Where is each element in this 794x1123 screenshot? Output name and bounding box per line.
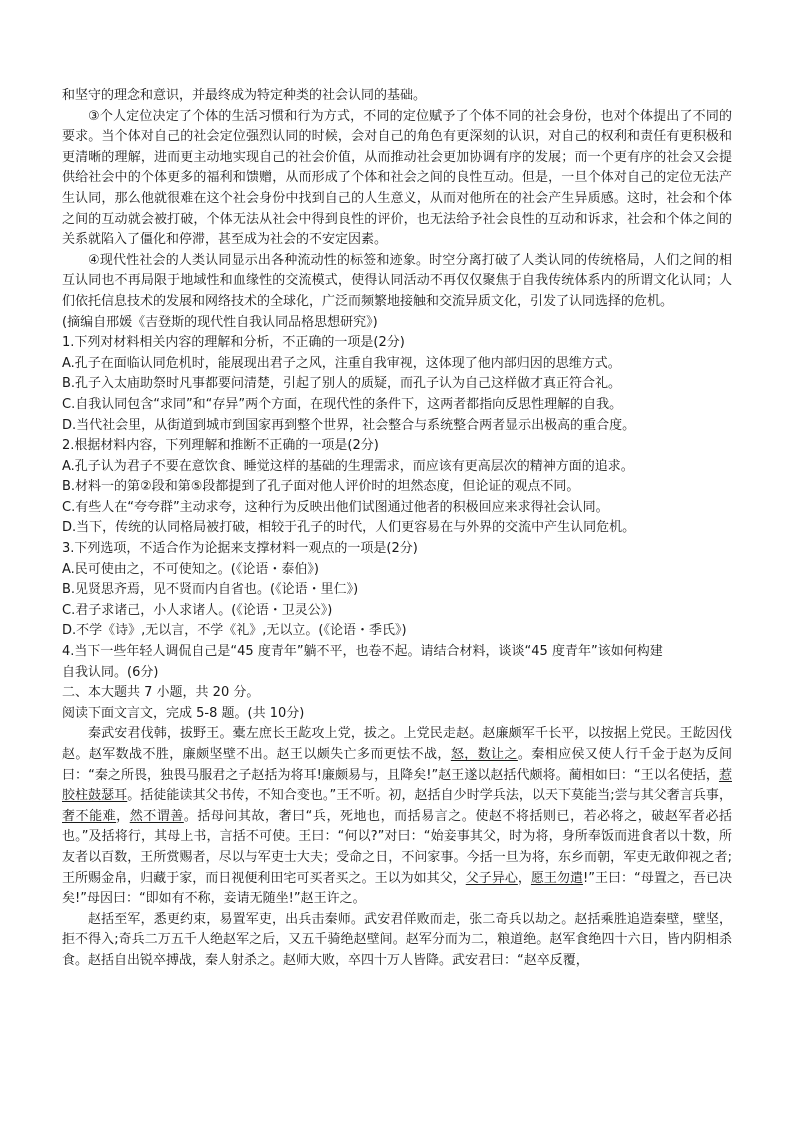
question-3-option-c: C.君子求诸己，小人求诸人。(《论语・卫灵公》) bbox=[62, 602, 333, 618]
section-2-heading: 二、本大题共 7 小题，共 20 分。 bbox=[62, 685, 260, 701]
underlined-phrase-6: 愿王勿遣 bbox=[530, 870, 584, 886]
classical-paragraph-2: 赵括至军，悉更约束，易置军吏，出兵击秦师。武安君佯败而走，张二奇兵以劫之。赵括乘胜追造秦壁，壁坚，拒不得入;奇兵二万五千人绝赵军之后，又五千骑绝赵壁间。赵军分而为二，粮道绝。赵军食绝四十六日，皆内阴相杀食。赵括自出锐卒搏战，秦人射杀之。赵师大败，卒四十万人皆降。武安君曰：“赵卒反覆， bbox=[62, 911, 732, 968]
question-2-option-b: B.材料一的第②段和第⑤段都提到了孔子面对他人评价时的坦然态度，但论证的观点不同。 bbox=[62, 479, 580, 495]
passage-source: (摘编自邢媛《吉登斯的现代性自我认同品格思想研究》) bbox=[62, 314, 378, 330]
underlined-phrase-5: 父子异心 bbox=[465, 870, 518, 886]
question-3-option-b: B.见贤思齐焉，见不贤而内自省也。(《论语・里仁》) bbox=[62, 582, 359, 598]
underlined-phrase-1: 怒，数让之 bbox=[450, 747, 518, 762]
passage-paragraph-2-tail: 和坚守的理念和意识，并最终成为特定种类的社会认同的基础。 bbox=[62, 88, 427, 103]
passage-paragraph-3: ③个人定位决定了个体的生活习惯和行为方式，不同的定位赋予了个体不同的社会身份，也对个体提出了不同的要求。当个体对自己的社会定位强烈认同的时候，会对自己的角色有更深刻的认识，对自己的权利和责任有更积极和更清晰的理解，进而更主动地实现自己的社会价值，从而推动社会更加协调有序的发展；而一个更有序的社会又会提供给社会中的个体更多的福利和馈赠，从而形成了个体和社会之间的良性互动。但是，一旦个体对自己的定位无法产生认同，那么他就很难在这个社会身份中找到自己的人生意义，从而对他所在的社会产生异质感。这时，社会和个体之间的互动就会被打破，个体无法从社会中得到良性的评价，也无法给予社会良性的互动和诉求，社会和个体之间的关系就陷入了僵化和停滞，甚至成为社会的不安定因素。 bbox=[62, 108, 732, 248]
question-4-stem: 4.当下一些年轻人调侃自己是“45 度青年”躺不平，也卷不起。请结合材料，谈谈“45 度青年”该如何构建 bbox=[62, 644, 663, 660]
question-1-stem: 1.下列对材料相关内容的理解和分析，不正确的一项是(2分) bbox=[62, 335, 405, 351]
question-2-option-a: A.孔子认为君子不要在意饮食、睡觉这样的基础的生理需求，而应该有更高层次的精神方面的追求。 bbox=[62, 458, 634, 474]
underlined-phrase-3: 奢不能难 bbox=[62, 808, 117, 824]
question-2-stem: 2.根据材料内容，下列理解和推断不正确的一项是(2分) bbox=[62, 438, 379, 454]
question-1-option-a: A.孔子在面临认同危机时，能展现出君子之风，注重自我审视，这体现了他内部归因的思维方式。 bbox=[62, 355, 621, 371]
question-1-option-d: D.当代社会里，从街道到城市到国家再到整个世界，社会整合与系统整合两者显示出极高的重合度。 bbox=[62, 417, 636, 433]
section-2-instruction: 阅读下面文言文，完成 5-8 题。(共 10分) bbox=[62, 705, 305, 721]
question-1-option-b: B.孔子入太庙助祭时凡事都要问清楚，引起了别人的质疑，而孔子认为自己这样做才真正符合礼。 bbox=[62, 376, 622, 392]
passage-paragraph-4: ④现代性社会的人类认同显示出各种流动性的标签和迹象。时空分离打破了人类认同的传统格局，人们之间的相互认同也不再局限于地域性和血缘性的交流模式，使得认同活动不再仅仅聚焦于自我传统体系内的所谓文化认同；人们依托信息技术的发展和网络技术的全球化，广泛而频繁地接触和交流异质文化，引发了认同选择的危机。 bbox=[62, 252, 732, 309]
question-3-option-d: D.不学《诗》,无以言，不学《礼》,无以立。(《论语・季氏》) bbox=[62, 623, 407, 639]
question-4-stem-continued: 自我认同。(6分) bbox=[62, 664, 159, 680]
question-2-option-c: C.有些人在“夸夸群”主动求夸，这种行为反映出他们试图通过他者的积极回应来求得社会认同。 bbox=[62, 499, 609, 515]
question-2-option-d: D.当下，传统的认同格局被打破，相较于孔子的时代，人们更容易在与外界的交流中产生认同危机。 bbox=[62, 520, 636, 536]
question-1-option-c: C.自我认同包含“求同”和“存异”两个方面，在现代性的条件下，这两者都指向反思性理解的自我。 bbox=[62, 396, 623, 412]
question-3-option-a: A.民可使由之，不可使知之。(《论语・泰伯》) bbox=[62, 561, 319, 577]
question-3-stem: 3.下列选项，不适合作为论据来支撑材料一观点的一项是(2分) bbox=[62, 541, 418, 557]
classical-paragraph-1: 秦武安君伐韩，拔野王。橐左庶长王龁攻上党，拔之。上党民走赵。赵廉颇军千长平，以按据上党民。王龁因伐赵。赵军数战不胜，廉颇坚壁不出。赵王以颇失亡多而更怯不战，怒，数让之。秦相应侯又使人行千金于赵为反间 曰：“秦之所畏，独畏马服君之子赵括为将耳!廉颇易与，且降矣!”赵王遂以赵括代颇将。蔺相如曰：“王以名使括，惹胶柱鼓瑟耳。括徒能读其父书传，不知合变也。”王不听。初，赵括自少时学兵法，以天下莫能当;尝与其父奢言兵事，奢不能难，然不谓善。括母问其故，奢曰“兵，死地也，而括易言之。使赵不将括则已，若必将之，破赵军者必括也。”及括将行，其母上书，言括不可使。王曰：“何以?”对曰：“始妾事其父，时为将，身所奉饭而进食者以十数，所友者以百数，王所赏赐者，尽以与军吏士大夫；受命之日，不问家事。今括一旦为将，东乡而朝，军吏无敢仰视之者;王所赐金帛，归藏于家，而日视便利田宅可买者买之。王以为如其父，父子异心，愿王勿遣!”王曰：“母置之，吾已决矣!”母因曰：“即如有不称，妾请无随坐!”赵王许之。 bbox=[62, 726, 732, 907]
underlined-phrase-4: 然不谓善 bbox=[129, 808, 184, 824]
underlined-phrase-2: 惹胶柱鼓瑟耳 bbox=[62, 767, 732, 804]
